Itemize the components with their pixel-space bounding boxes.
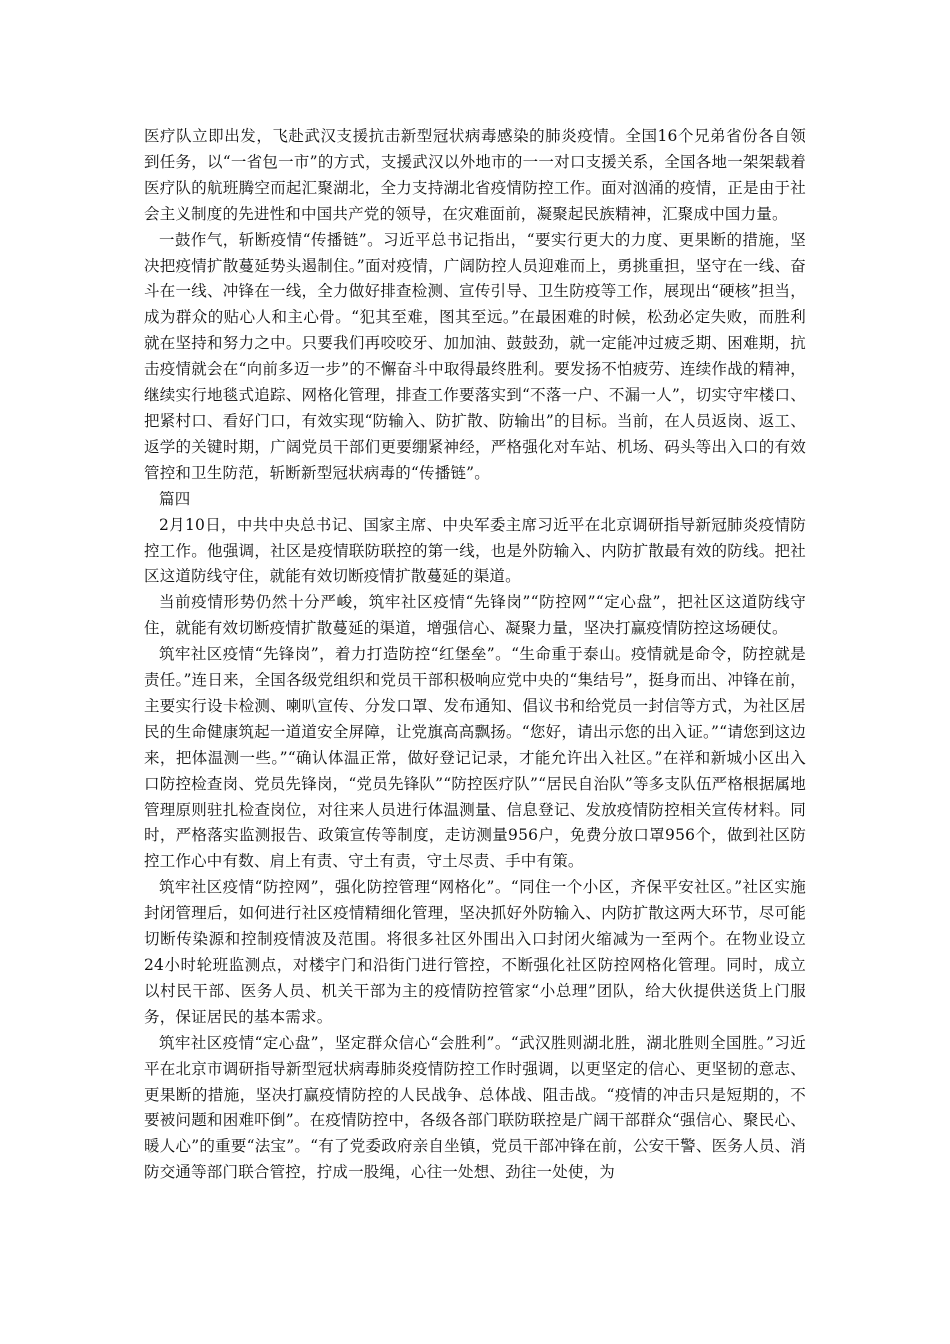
paragraph-confidence: 筑牢社区疫情“定心盘”，坚定群众信心“会胜利”。“武汉胜则湖北胜，湖北胜则全国胜。”习近平在北京市调研指导新型冠状病毒肺炎疫情防控工作时强调，以更坚定的信心、更坚韧的意志、更果断的措施，坚决打赢疫情防控的人民战争、总体战、阻击战。“疫情的冲击只是短期的，不要被问题和困难吓倒”。在疫情防控中，各级各部门联防联控是广阔干部群众“强信心、聚民心、暖人心”的重要“法宝”。“有了党委政府亲自坐镇，党员干部冲锋在前，公安干警、医务人员、消防交通等部门联合管控，拧成一股绳，心往一处想、劲往一处使，为 (144, 1033, 806, 1182)
paragraph-vanguard-post: 筑牢社区疫情“先锋岗”，着力打造防控“红堡垒”。“生命重于泰山。疫情就是命令，防控就是责任。”连日来，全国各级党组织和党员干部积极响应党中央的“集结号”，挺身而出、冲锋在前，主要实行设卡检测、喇叭宣传、分发口罩、发布通知、倡议书和给党员一封信等方式，为社区居民的生命健康筑起一道道安全屏障，让党旗高高飘扬。“您好，请出示您的出入证。”“请您到这边来，把体温测一些。”“确认体温正常，做好登记记录，才能允许出入社区。”在祥和新城小区出入口防控检查岗、党员先锋岗，“党员先锋队”“防控医疗队”“居民自治队”等多支队伍严格根据属地管理原则驻扎检查岗位，对往来人员进行体温测量、信息登记、发放疫情防控相关宣传材料。同时，严格落实监测报告、政策宣传等制度，走访测量956户，免费分放口罩956个，做到社区防控工作心中有数、肩上有责、守土有责，守土尽责、手中有策。 (144, 645, 806, 871)
paragraph-feb-10: 2月10日，中共中央总书记、国家主席、中央军委主席习近平在北京调研指导新冠肺炎疫情防控工作。他强调，社区是疫情联防联控的第一线，也是外防输入、内防扩散最有效的防线。把社区这道防线守住，就能有效切断疫情扩散蔓延的渠道。 (144, 515, 806, 586)
paragraph-current-situation: 当前疫情形势仍然十分严峻，筑牢社区疫情“先锋岗”“防控网”“定心盘”，把社区这道防线守住，就能有效切断疫情扩散蔓延的渠道，增强信心、凝聚力量，坚决打赢疫情防控这场硬仗。 (144, 593, 806, 638)
section-heading: 篇四 (159, 489, 191, 508)
paragraph-transmission-chain: 一鼓作气，斩断疫情“传播链”。习近平总书记指出，“要实行更大的力度、更果断的措施，坚决把疫情扩散蔓延势头遏制住。”面对疫情，广阔防控人员迎难而上，勇挑重担，坚守在一线、奋斗在一线、冲锋在一线，全力做好排查检测、宣传引导、卫生防疫等工作，展现出“硬核”担当，成为群众的贴心人和主心骨。“犯其至难，图其至远。”在最困难的时候，松劲必定失败，而胜利就在坚持和努力之中。只要我们再咬咬牙、加加油、鼓鼓劲，就一定能冲过疲乏期、困难期，抗击疫情就会在“向前多迈一步”的不懈奋斗中取得最终胜利。要发扬不怕疲劳、连续作战的精神，继续实行地毯式追踪、网格化管理，排查工作要落实到“不落一户、不漏一人”，切实守牢楼口、把紧村口、看好门口，有效实现“防输入、防扩散、防输出”的目标。当前，在人员返岗、返工、返学的关键时期，广阔党员干部们更要绷紧神经，严格强化对车站、机场、码头等出入口的有效管控和卫生防范，斩断新型冠状病毒的“传播链”。 (144, 230, 806, 482)
document-page (144, 124, 806, 1186)
paragraph-control-network: 筑牢社区疫情“防控网”，强化防控管理“网格化”。“同住一个小区，齐保平安社区。”社区实施封闭管理后，如何进行社区疫情精细化管理，坚决抓好外防输入、内防扩散这两大环节，尽可能切断传染源和控制疫情波及范围。将很多社区外围出入口封闭火缩减为一至两个。在物业设立24小时轮班监测点，对楼宇门和沿街门进行管控，不断强化社区防控网格化管理。同时，成立以村民干部、医务人员、机关干部为主的疫情防控管家“小总理”团队，给大伙提供送货上门服务，保证居民的基本需求。 (144, 878, 806, 1026)
paragraph-intro: 医疗队立即出发，飞赴武汉支援抗击新型冠状病毒感染的肺炎疫情。全国16个兄弟省份各自领到任务，以“一省包一市”的方式，支援武汉以外地市的一一对口支援关系，全国各地一架架载着医疗队的航班腾空而起汇聚湖北，全力支持湖北省疫情防控工作。面对汹涌的疫情，正是由于社会主义制度的先进性和中国共产党的领导，在灾难面前，凝聚起民族精神，汇聚成中国力量。 (144, 127, 806, 223)
